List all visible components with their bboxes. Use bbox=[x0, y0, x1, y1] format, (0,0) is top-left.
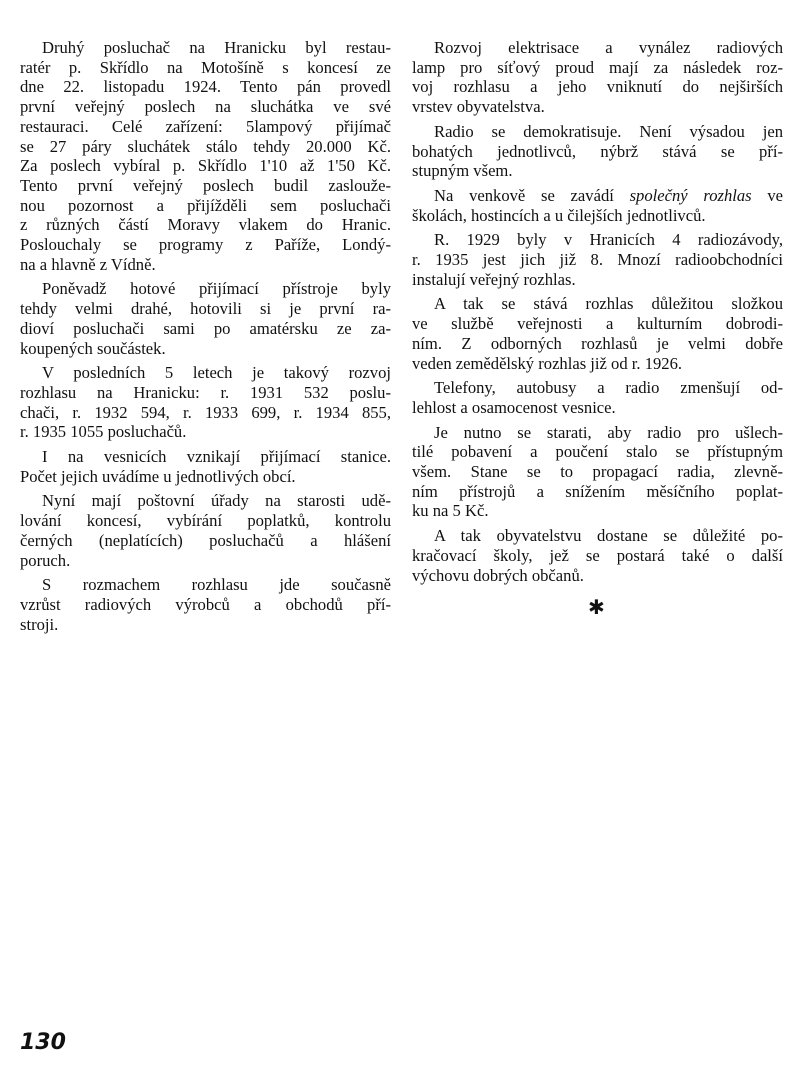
text-line: r. 1935 1055 posluchačů. bbox=[20, 422, 187, 442]
text-line: černých (neplatících) posluchačů a hlášení bbox=[20, 530, 391, 550]
paragraph bbox=[20, 491, 391, 570]
paragraph bbox=[412, 526, 783, 585]
text-line: I na vesnicích vznikají přijímací stanice. bbox=[42, 447, 391, 467]
text-line: školách, hostincích a u čilejších jednotlivců. bbox=[412, 205, 706, 225]
paragraph bbox=[412, 378, 783, 417]
text-line: z různých částí Moravy vlakem do Hranic. bbox=[20, 215, 391, 235]
text-line: restauraci. Celé zařízení: 5lampový přijímač bbox=[20, 116, 391, 136]
paragraph bbox=[412, 38, 783, 117]
text-line: nou pozornost a přijížděli sem posluchači bbox=[20, 195, 391, 215]
text-line: Poněvadž hotové přijímací přístroje byly bbox=[42, 279, 391, 299]
paragraph bbox=[412, 186, 783, 225]
paragraph bbox=[20, 575, 391, 634]
text-line: rozhlasu na Hranicku: r. 1931 532 poslu- bbox=[20, 382, 391, 402]
text-line: Nyní mají poštovní úřady na starosti udě- bbox=[42, 491, 391, 511]
text-line: chači, r. 1932 594, r. 1933 699, r. 1934 855, bbox=[20, 402, 391, 422]
text-line: lamp pro síťový proud mají za následek roz- bbox=[412, 57, 783, 77]
paragraph bbox=[412, 122, 783, 181]
right-column bbox=[412, 38, 783, 590]
text-line: S rozmachem rozhlasu jde současně bbox=[42, 575, 391, 595]
text-line: tilé pobavení a poučení stalo se přístupným bbox=[412, 442, 783, 462]
paragraph bbox=[20, 279, 391, 358]
section-end-ornament: ✱ bbox=[588, 595, 605, 619]
paragraph bbox=[20, 363, 391, 442]
text-line: výchovu dobrých občanů. bbox=[412, 565, 584, 585]
paragraph bbox=[20, 38, 391, 274]
text-line: se 27 páry sluchátek stálo tehdy 20.000 Kč. bbox=[20, 136, 391, 156]
text-line: Je nutno se starati, aby radio pro ušlech- bbox=[434, 422, 783, 442]
text-line: V posledních 5 letech je takový rozvoj bbox=[42, 363, 391, 383]
paragraph bbox=[412, 423, 783, 522]
text-line: Za poslech vybíral p. Skřídlo 1'10 až 1'50 Kč. bbox=[20, 156, 391, 176]
paragraph bbox=[412, 230, 783, 289]
text-line: voj rozhlasu a jeho vniknutí do nejširších bbox=[412, 77, 783, 97]
text-line: Rozvoj elektrisace a vynález radiových bbox=[434, 38, 783, 57]
emphasis-text: společný rozhlas bbox=[629, 185, 752, 205]
paragraph bbox=[20, 447, 391, 486]
text-line: Radio se demokratisuje. Není výsadou jen bbox=[434, 121, 783, 141]
text-line: dne 22. listopadu 1924. Tento pán provedl bbox=[20, 77, 391, 97]
text-line: bohatých jednotlivců, nýbrž stává se pří- bbox=[412, 141, 783, 161]
text-line: první veřejný poslech na sluchátka ve své bbox=[20, 97, 391, 117]
text-line: všem. Stane se to propagací radia, zlevně- bbox=[412, 462, 783, 482]
page-number: 130 bbox=[20, 1030, 66, 1055]
text-line: lování koncesí, vybírání poplatků, kontrolu bbox=[20, 511, 391, 531]
text-line: veden zemědělský rozhlas již od r. 1926. bbox=[412, 353, 683, 373]
text-line: A tak obyvatelstvu dostane se důležité po- bbox=[434, 526, 783, 546]
text-line: instalují veřejný rozhlas. bbox=[412, 269, 576, 289]
text-line: Poslouchaly se programy z Paříže, Londý- bbox=[20, 235, 391, 255]
text-line: lehlost a osamocenost vesnice. bbox=[412, 397, 616, 417]
text-line: ním. Z odborných rozhlasů je velmi dobře bbox=[412, 333, 783, 353]
text-line: stroji. bbox=[20, 614, 59, 634]
text-line: ním přístrojů a snížením měsíčního poplat- bbox=[412, 481, 783, 501]
text-line: Na venkově se zavádí společný rozhlas ve bbox=[434, 185, 784, 205]
text-line: poruch. bbox=[20, 550, 71, 570]
text-line: tehdy velmi drahé, hotovili si je první ra- bbox=[20, 299, 391, 319]
text-line: kračovací školy, jež se postará také o další bbox=[412, 545, 783, 565]
text-line: r. 1935 jest jich již 8. Mnozí radioobchodníci bbox=[412, 250, 783, 270]
text-line: ratér p. Skřídlo na Motošíně s koncesí ze bbox=[20, 57, 391, 77]
text-line: ku na 5 Kč. bbox=[412, 501, 489, 521]
text-line: Druhý posluchač na Hranicku byl restau- bbox=[42, 38, 391, 57]
left-column bbox=[20, 38, 391, 639]
text-line: vzrůst radiových výrobců a obchodů pří- bbox=[20, 594, 391, 614]
text-line: dioví posluchači sami po amatérsku ze za- bbox=[20, 318, 391, 338]
text-line: na a hlavně z Vídně. bbox=[20, 254, 156, 274]
text-line: Telefony, autobusy a radio zmenšují od- bbox=[434, 378, 783, 398]
paragraph bbox=[412, 294, 783, 373]
text-line: A tak se stává rozhlas důležitou složkou bbox=[434, 294, 783, 314]
text-line: stupným všem. bbox=[412, 161, 513, 181]
text-line: ve službě veřejnosti a kulturním dobrodi- bbox=[412, 314, 783, 334]
text-line: vrstev obyvatelstva. bbox=[412, 97, 545, 117]
text-line: Tento první veřejný poslech budil zasloužе- bbox=[20, 175, 391, 195]
text-line: Počet jejich uvádíme u jednotlivých obcí. bbox=[20, 466, 296, 486]
text-line: R. 1929 byly v Hranicích 4 radiozávody, bbox=[434, 230, 783, 250]
text-line: koupených součástek. bbox=[20, 338, 166, 358]
